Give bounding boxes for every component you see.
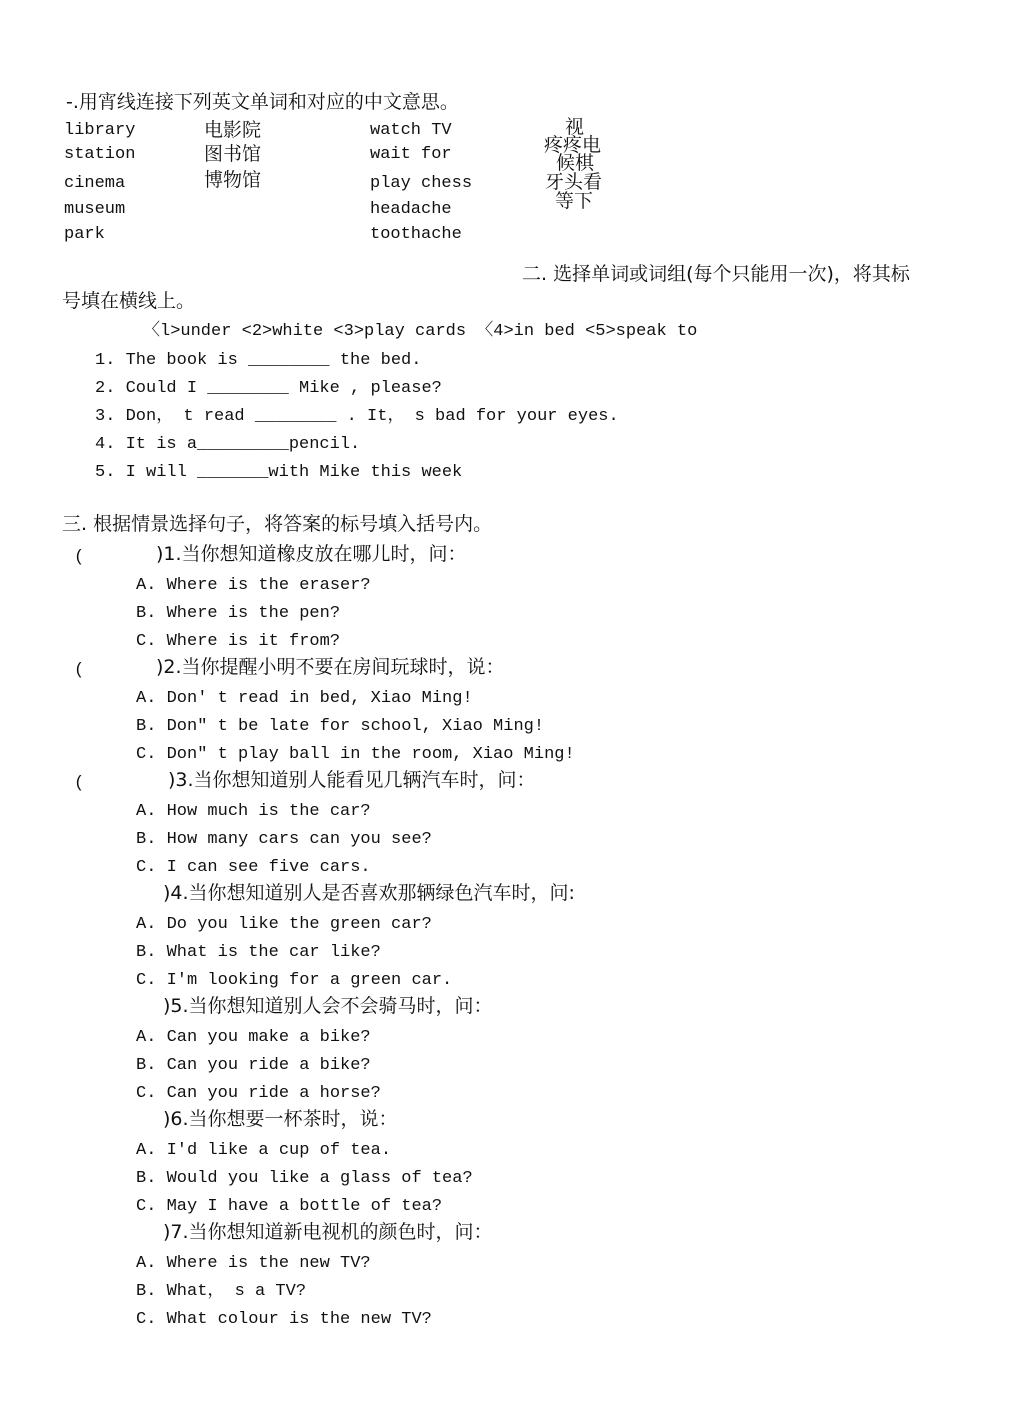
word-watch-tv: watch TV — [370, 121, 452, 140]
q3-option-c: C. I can see five cars. — [136, 858, 371, 877]
word-play-chess: play chess — [370, 174, 473, 193]
q7-option-c: C. What colour is the new TV? — [136, 1310, 432, 1329]
word-headache: headache — [370, 200, 452, 219]
q4-prompt: )4.当你想知道别人是否喜欢那辆绿色汽车时，问: — [163, 882, 575, 904]
q5-option-c: C. Can you ride a horse? — [136, 1084, 381, 1103]
q3-option-b: B. How many cars can you see? — [136, 830, 432, 849]
word-station: station — [64, 145, 136, 164]
cn-word-3: 博物馆 — [204, 169, 262, 191]
q5-option-b: B. Can you ride a bike? — [136, 1056, 371, 1075]
word-museum: museum — [64, 200, 126, 219]
section1-title: -.用宵线连接下列英文单词和对应的中文意思。 — [66, 91, 459, 113]
jumble-line-2: 疼疼电 — [544, 134, 602, 156]
q2-option-a: A. Don' t read in bed, Xiao Ming! — [136, 689, 473, 708]
word-wait-for: wait for — [370, 145, 452, 164]
q2-option-b: B. Don" t be late for school, Xiao Ming! — [136, 717, 545, 736]
word-park: park — [64, 225, 105, 244]
q2-option-c: C. Don" t play ball in the room, Xiao Ming! — [136, 745, 575, 764]
q7-prompt: )7.当你想知道新电视机的颜色时，问： — [163, 1221, 493, 1243]
section2-title-line2: 号填在横线上。 — [62, 290, 196, 312]
q6-option-b: B. Would you like a glass of tea? — [136, 1169, 473, 1188]
q6-option-a: A. I'd like a cup of tea. — [136, 1141, 392, 1160]
jumble-line-5: 等下 — [555, 190, 594, 212]
q4-option-b: B. What is the car like? — [136, 943, 381, 962]
q2-paren: ( — [74, 661, 85, 680]
section2-item-4: 4. It is a_________pencil. — [95, 435, 361, 454]
q1-option-b: B. Where is the pen? — [136, 604, 341, 623]
section2-options: 〈l>under <2>white <3>play cards 〈4>in bed <5>speak to — [143, 322, 698, 341]
jumble-line-1: 视 — [565, 116, 585, 138]
q1-prompt: )1.当你想知道橡皮放在哪儿时，问： — [156, 543, 467, 565]
word-cinema: cinema — [64, 174, 126, 193]
q2-prompt: )2.当你提醒小明不要在房间玩球时，说： — [156, 656, 505, 678]
q6-prompt: )6.当你想要一杯茶时，说： — [163, 1108, 398, 1130]
q6-option-c: C. May I have a bottle of tea? — [136, 1197, 443, 1216]
q7-option-b: B. What， s a TV? — [136, 1282, 307, 1301]
cn-word-1: 电影院 — [204, 119, 262, 141]
q1-paren: ( — [74, 548, 85, 567]
q3-prompt: )3.当你想知道别人能看见几辆汽车时，问： — [168, 769, 536, 791]
word-toothache: toothache — [370, 225, 462, 244]
q7-option-a: A. Where is the new TV? — [136, 1254, 371, 1273]
q1-option-c: C. Where is it from? — [136, 632, 341, 651]
jumble-line-3: 候棋 — [556, 152, 595, 174]
q5-option-a: A. Can you make a bike? — [136, 1028, 371, 1047]
section2-item-5: 5. I will _______with Mike this week — [95, 463, 463, 482]
cn-word-2: 图书馆 — [204, 143, 262, 165]
section2-title-line1: 二. 选择单词或词组(每个只能用一次)，将其标 — [522, 263, 910, 285]
q4-option-c: C. I'm looking for a green car. — [136, 971, 453, 990]
section2-item-1: 1. The book is ________ the bed. — [95, 351, 422, 370]
q3-paren: ( — [74, 774, 85, 793]
q1-option-a: A. Where is the eraser? — [136, 576, 371, 595]
jumble-line-4: 牙头看 — [545, 171, 603, 193]
q5-prompt: )5.当你想知道别人会不会骑马时，问： — [163, 995, 493, 1017]
section3-title: 三. 根据情景选择句子，将答案的标号填入括号内。 — [62, 513, 493, 535]
section2-item-3: 3. Don， t read ________ . It， s bad for your eyes. — [95, 407, 619, 426]
word-library: library — [64, 121, 136, 140]
q3-option-a: A. How much is the car? — [136, 802, 371, 821]
q4-option-a: A. Do you like the green car? — [136, 915, 432, 934]
section2-item-2: 2. Could I ________ Mike , please? — [95, 379, 442, 398]
